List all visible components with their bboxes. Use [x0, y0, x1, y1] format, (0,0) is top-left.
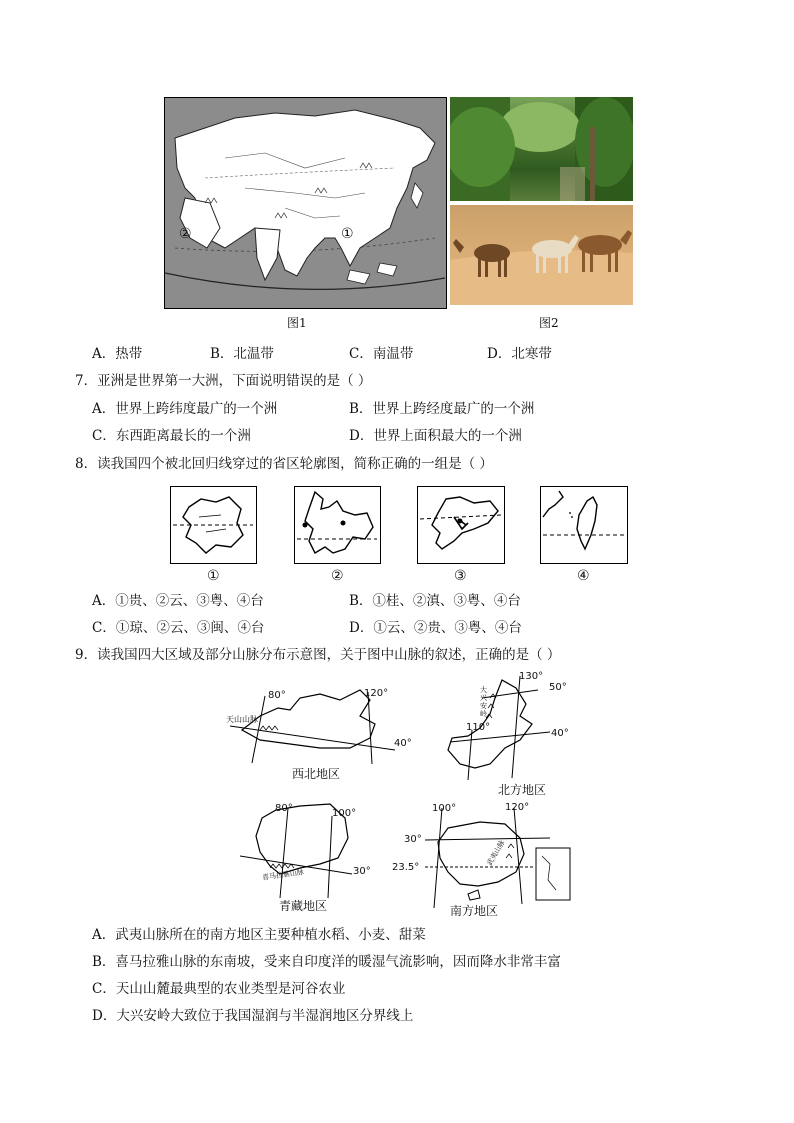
- north-region-label: 北方地区: [498, 783, 547, 797]
- province-label-3: ③: [454, 568, 467, 584]
- s-lon-100: 100°: [432, 803, 457, 814]
- t-lon-80: 80°: [275, 803, 293, 814]
- option-letter: C．: [349, 346, 373, 362]
- q8-option-a: [92, 592, 264, 610]
- option-text: ①贵、②云、③粤、④台: [115, 593, 264, 609]
- option-text: 喜马拉雅山脉的东南坡，受来自印度洋的暖湿气流影响，因而降水非常丰富: [115, 954, 561, 970]
- q9-option-a: [92, 926, 426, 944]
- tibet-region-label: 青藏地区: [279, 899, 328, 913]
- province-label-4: ④: [577, 568, 590, 584]
- desert-camel-photo: [450, 205, 633, 305]
- n-lon-110: 110°: [466, 722, 491, 733]
- province-outline-4: [540, 486, 628, 564]
- t-lon-100: 100°: [332, 808, 357, 819]
- option-letter: A．: [92, 927, 116, 943]
- q8-option-c: [92, 619, 264, 637]
- s-lat-30: 30°: [404, 834, 422, 845]
- option-text: 世界上面积最大的一个洲: [373, 428, 522, 444]
- province-outline-2: [294, 486, 381, 564]
- province-label-1: ①: [207, 568, 220, 584]
- q7-stem: 7．亚洲是世界第一大洲，下面说明错误的是（ ）: [75, 373, 372, 389]
- q7-option-c: [92, 427, 251, 445]
- option-letter: A．: [92, 401, 116, 417]
- map-marker-1: ①: [341, 226, 354, 242]
- option-text: 武夷山脉所在的南方地区主要种植水稻、小麦、甜菜: [115, 927, 426, 943]
- q7-option-a: [92, 400, 277, 418]
- option-text: ①云、②贵、③粤、④台: [373, 620, 522, 636]
- q8-option-b: [349, 592, 521, 610]
- asia-map-figure: [164, 97, 447, 309]
- q9-option-c: [92, 980, 345, 998]
- option-letter: A．: [92, 346, 116, 362]
- n-lon-130: 130°: [519, 671, 544, 682]
- q9-option-b: [92, 953, 561, 971]
- himalaya-range-label: 喜马拉雅山脉: [261, 868, 305, 882]
- q7-option-d: [349, 427, 522, 445]
- q7-option-b: [349, 400, 534, 418]
- t-lat-30: 30°: [353, 866, 371, 877]
- option-letter: D．: [349, 620, 374, 636]
- option-text: 世界上跨经度最广的一个洲: [372, 401, 535, 417]
- forest-photo: [450, 97, 633, 201]
- option-letter: C．: [92, 428, 116, 444]
- asia-map-drawing: [165, 98, 445, 307]
- option-letter: B．: [349, 593, 373, 609]
- nw-lon-120: 120°: [364, 688, 389, 699]
- figure-1-caption: 图1: [287, 316, 307, 330]
- option-text: ①琼、②云、③闽、④台: [115, 620, 265, 636]
- province-label-2: ②: [331, 568, 344, 584]
- option-text: 天山山麓最典型的农业类型是河谷农业: [115, 981, 346, 997]
- s-lon-120: 120°: [505, 802, 530, 813]
- option-text: 世界上跨纬度最广的一个洲: [115, 401, 278, 417]
- option-letter: D．: [487, 346, 512, 362]
- n-lat-50: 50°: [549, 682, 567, 693]
- map-marker-2: ②: [179, 226, 192, 242]
- option-letter: C．: [92, 620, 116, 636]
- province-outline-1: [170, 486, 257, 564]
- option-text: 北温带: [233, 346, 274, 362]
- daxinganling-range-label: 大兴安岭: [480, 686, 487, 718]
- option-text: 大兴安岭大致位于我国湿润与半湿润地区分界线上: [116, 1008, 414, 1024]
- option-letter: B．: [92, 954, 116, 970]
- nw-lon-80: 80°: [268, 690, 286, 701]
- option-text: 北寒带: [511, 346, 552, 362]
- n-lat-40: 40°: [551, 728, 569, 739]
- q6-option-d: [487, 345, 552, 363]
- nw-lat-40: 40°: [394, 738, 412, 749]
- q6-option-c: [349, 345, 413, 363]
- q9-stem: 9．读我国四大区域及部分山脉分布示意图，关于图中山脉的叙述，正确的是（ ）: [75, 647, 561, 663]
- option-letter: A．: [92, 593, 116, 609]
- option-letter: C．: [92, 981, 116, 997]
- option-letter: D．: [92, 1008, 117, 1024]
- option-letter: D．: [349, 428, 374, 444]
- q8-stem: 8．读我国四个被北回归线穿过的省区轮廓图，简称正确的一组是（ ）: [75, 456, 493, 472]
- option-letter: B．: [349, 401, 373, 417]
- tianshan-range-label: 天山山脉: [226, 715, 258, 724]
- option-text: 热带: [115, 346, 143, 362]
- s-lat-23-5: 23.5°: [392, 862, 420, 873]
- option-text: ①桂、②滇、③粤、④台: [372, 593, 521, 609]
- south-region-label: 南方地区: [450, 904, 499, 918]
- option-text: 南温带: [372, 346, 414, 362]
- northwest-region-label: 西北地区: [292, 767, 341, 781]
- wuyi-range-label: 武夷山脉: [485, 838, 507, 868]
- province-outline-3: [417, 486, 505, 564]
- q9-option-d: [92, 1007, 413, 1025]
- q6-option-b: [210, 345, 274, 363]
- figure-2-caption: 图2: [539, 316, 559, 330]
- option-text: 东西距离最长的一个洲: [115, 428, 251, 444]
- q6-option-a: [92, 345, 142, 363]
- q8-option-d: [349, 619, 522, 637]
- option-letter: B．: [210, 346, 234, 362]
